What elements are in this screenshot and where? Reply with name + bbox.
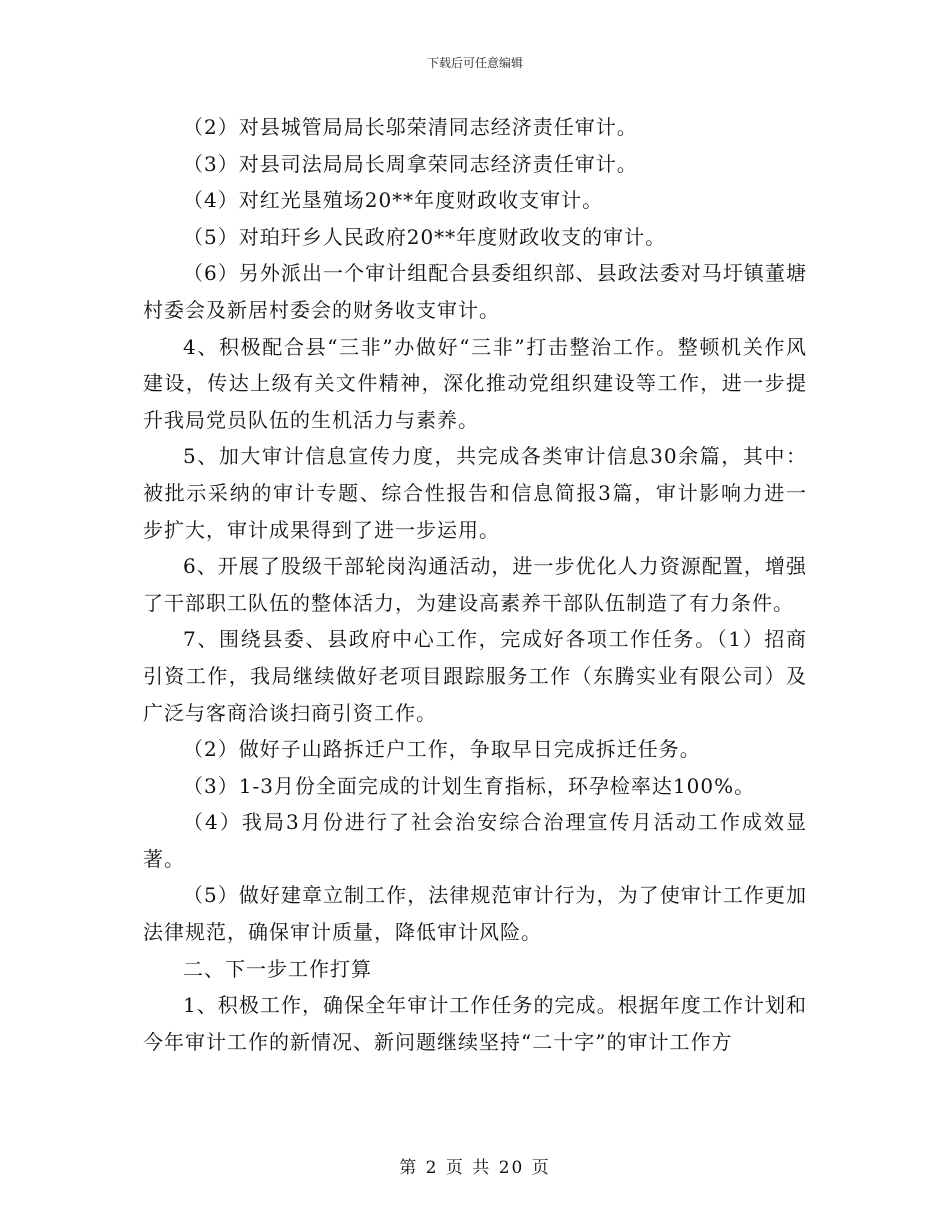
page-number: 第 2 页 共 20 页 (399, 1158, 551, 1178)
paragraph: 1、积极工作，确保全年审计工作任务的完成。根据年度工作计划和今年审计工作的新情况、新问题继续坚持“二十字”的审计工作方 (143, 993, 807, 1054)
paragraph: 5、加大审计信息宣传力度，共完成各类审计信息30余篇，其中：被批示采纳的审计专题、综合性报告和信息简报3篇，审计影响力进一步扩大，审计成果得到了进一步运用。 (143, 444, 807, 542)
paragraph: （5）做好建章立制工作，法律规范审计行为，为了使审计工作更加法律规范，确保审计质量，降低审计风险。 (143, 883, 807, 945)
paragraph: （4）我局3月份进行了社会治安综合治理宣传月活动工作成效显著。 (143, 810, 807, 871)
paragraph: （6）另外派出一个审计组配合县委组织部、县政法委对马圩镇董塘村委会及新居村委会的财务收支审计。 (143, 261, 807, 322)
paragraph: （2）做好子山路拆迁户工作，争取早日完成拆迁任务。 (183, 737, 701, 762)
paragraph: 4、积极配合县“三非”办做好“三非”打击整治工作。整顿机关作风建设，传达上级有关文件精神，深化推动党组织建设等工作，进一步提升我局党员队伍的生机活力与素养。 (143, 334, 807, 432)
paragraph: （5）对珀玕乡人民政府20**年度财政收支的审计。 (183, 224, 667, 249)
page-header-note: 下载后可任意编辑 (426, 56, 523, 70)
paragraph: （4）对红光垦殖场20**年度财政收支审计。 (183, 188, 604, 213)
paragraph: （3）1-3月份全面完成的计划生育指标，环孕检率达100%。 (183, 773, 756, 798)
paragraph: 6、开展了股级干部轮岗沟通活动，进一步优化人力资源配置，增强了干部职工队伍的整体活力，为建设高素养干部队伍制造了有力条件。 (143, 554, 807, 615)
paragraph: 7、围绕县委、县政府中心工作，完成好各项工作任务。（1）招商引资工作，我局继续做好老项目跟踪服务工作（东腾实业有限公司）及广泛与客商洽谈扫商引资工作。 (143, 627, 807, 725)
document-body (143, 109, 807, 1060)
paragraph: （3）对县司法局局长周拿荣同志经济责任审计。 (183, 151, 638, 176)
paragraph: （2）对县城管局局长邬荣清同志经济责任审计。 (183, 115, 638, 139)
section-heading: 二、下一步工作打算 (183, 956, 372, 981)
